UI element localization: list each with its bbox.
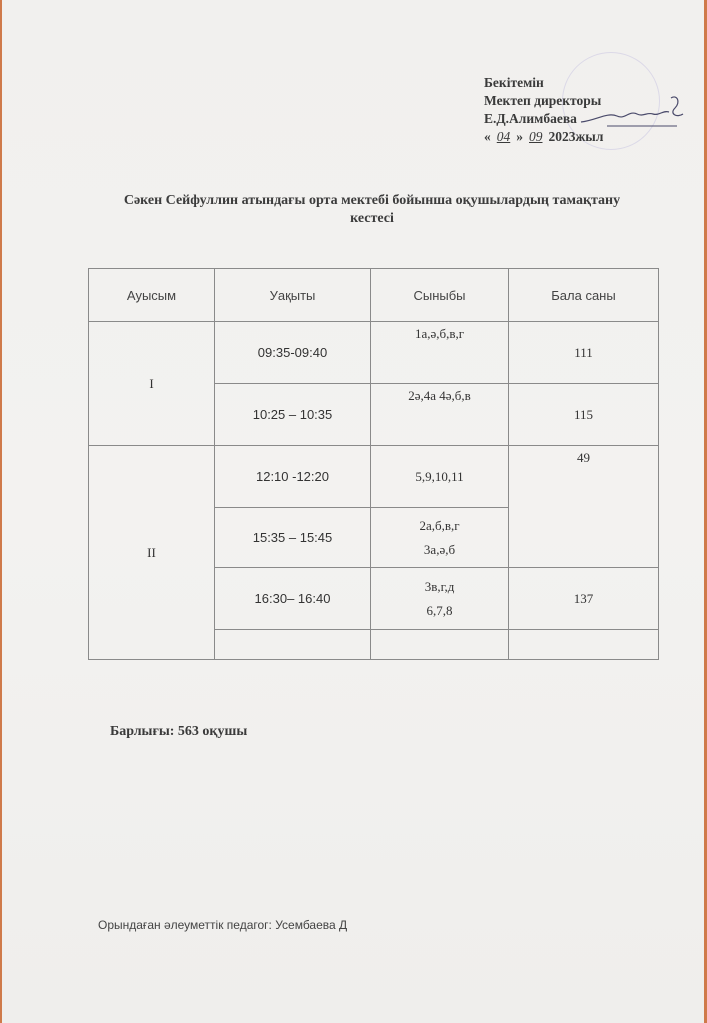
table-row [89, 322, 659, 384]
shift-cell: I [89, 322, 215, 446]
meal-schedule-table [88, 268, 659, 660]
classes-line: 2а,б,в,г [419, 517, 460, 533]
signature-icon [577, 92, 689, 132]
classes-cell: 5,9,10,11 [371, 446, 509, 508]
time-cell: 12:10 -12:20 [215, 446, 371, 508]
approval-heading: Бекітемін [484, 75, 544, 90]
classes-line: 6,7,8 [426, 602, 453, 618]
table-header-row [89, 269, 659, 322]
time-cell: 09:35-09:40 [215, 322, 371, 384]
shift-cell: II [89, 446, 215, 660]
empty-cell [215, 630, 371, 660]
approval-position: Мектеп директоры [484, 93, 602, 108]
classes-line: 3в,г,д [424, 578, 455, 594]
empty-cell [371, 630, 509, 660]
header-shift: Ауысым [89, 269, 215, 322]
table-row [89, 446, 659, 508]
date-month: 09 [529, 129, 543, 144]
header-time: Уақыты [215, 269, 371, 322]
count-cell: 49 [509, 446, 659, 568]
header-classes: Сыныбы [371, 269, 509, 322]
total-students: Барлығы: 563 оқушы [110, 724, 248, 739]
time-cell: 16:30– 16:40 [215, 568, 371, 630]
classes-cell: 2ә,4а 4ә,б,в [371, 384, 509, 446]
empty-cell [509, 630, 659, 660]
classes-line: 3а,ә,б [423, 541, 456, 557]
prepared-by: Орындаған әлеуметтік педагог: Усембаева Д [98, 918, 348, 932]
time-cell: 15:35 – 15:45 [215, 508, 371, 568]
classes-cell [371, 568, 509, 630]
count-cell: 111 [509, 322, 659, 384]
time-cell: 10:25 – 10:35 [215, 384, 371, 446]
date-year: 2023жыл [548, 129, 604, 144]
date-quote-open: « [484, 129, 491, 144]
approval-name: Е.Д.Алимбаева [484, 111, 577, 126]
count-cell: 115 [509, 384, 659, 446]
classes-cell [371, 508, 509, 568]
document-title: Сәкен Сейфуллин атындағы орта мектебі бойынша оқушылардың тамақтану кестесі [123, 193, 621, 226]
classes-cell: 1а,ә,б,в,г [371, 322, 509, 384]
date-quote-close: » [516, 129, 523, 144]
document-page [2, 0, 704, 1023]
date-day: 04 [496, 129, 511, 144]
count-cell: 137 [509, 568, 659, 630]
header-count: Бала саны [509, 269, 659, 322]
